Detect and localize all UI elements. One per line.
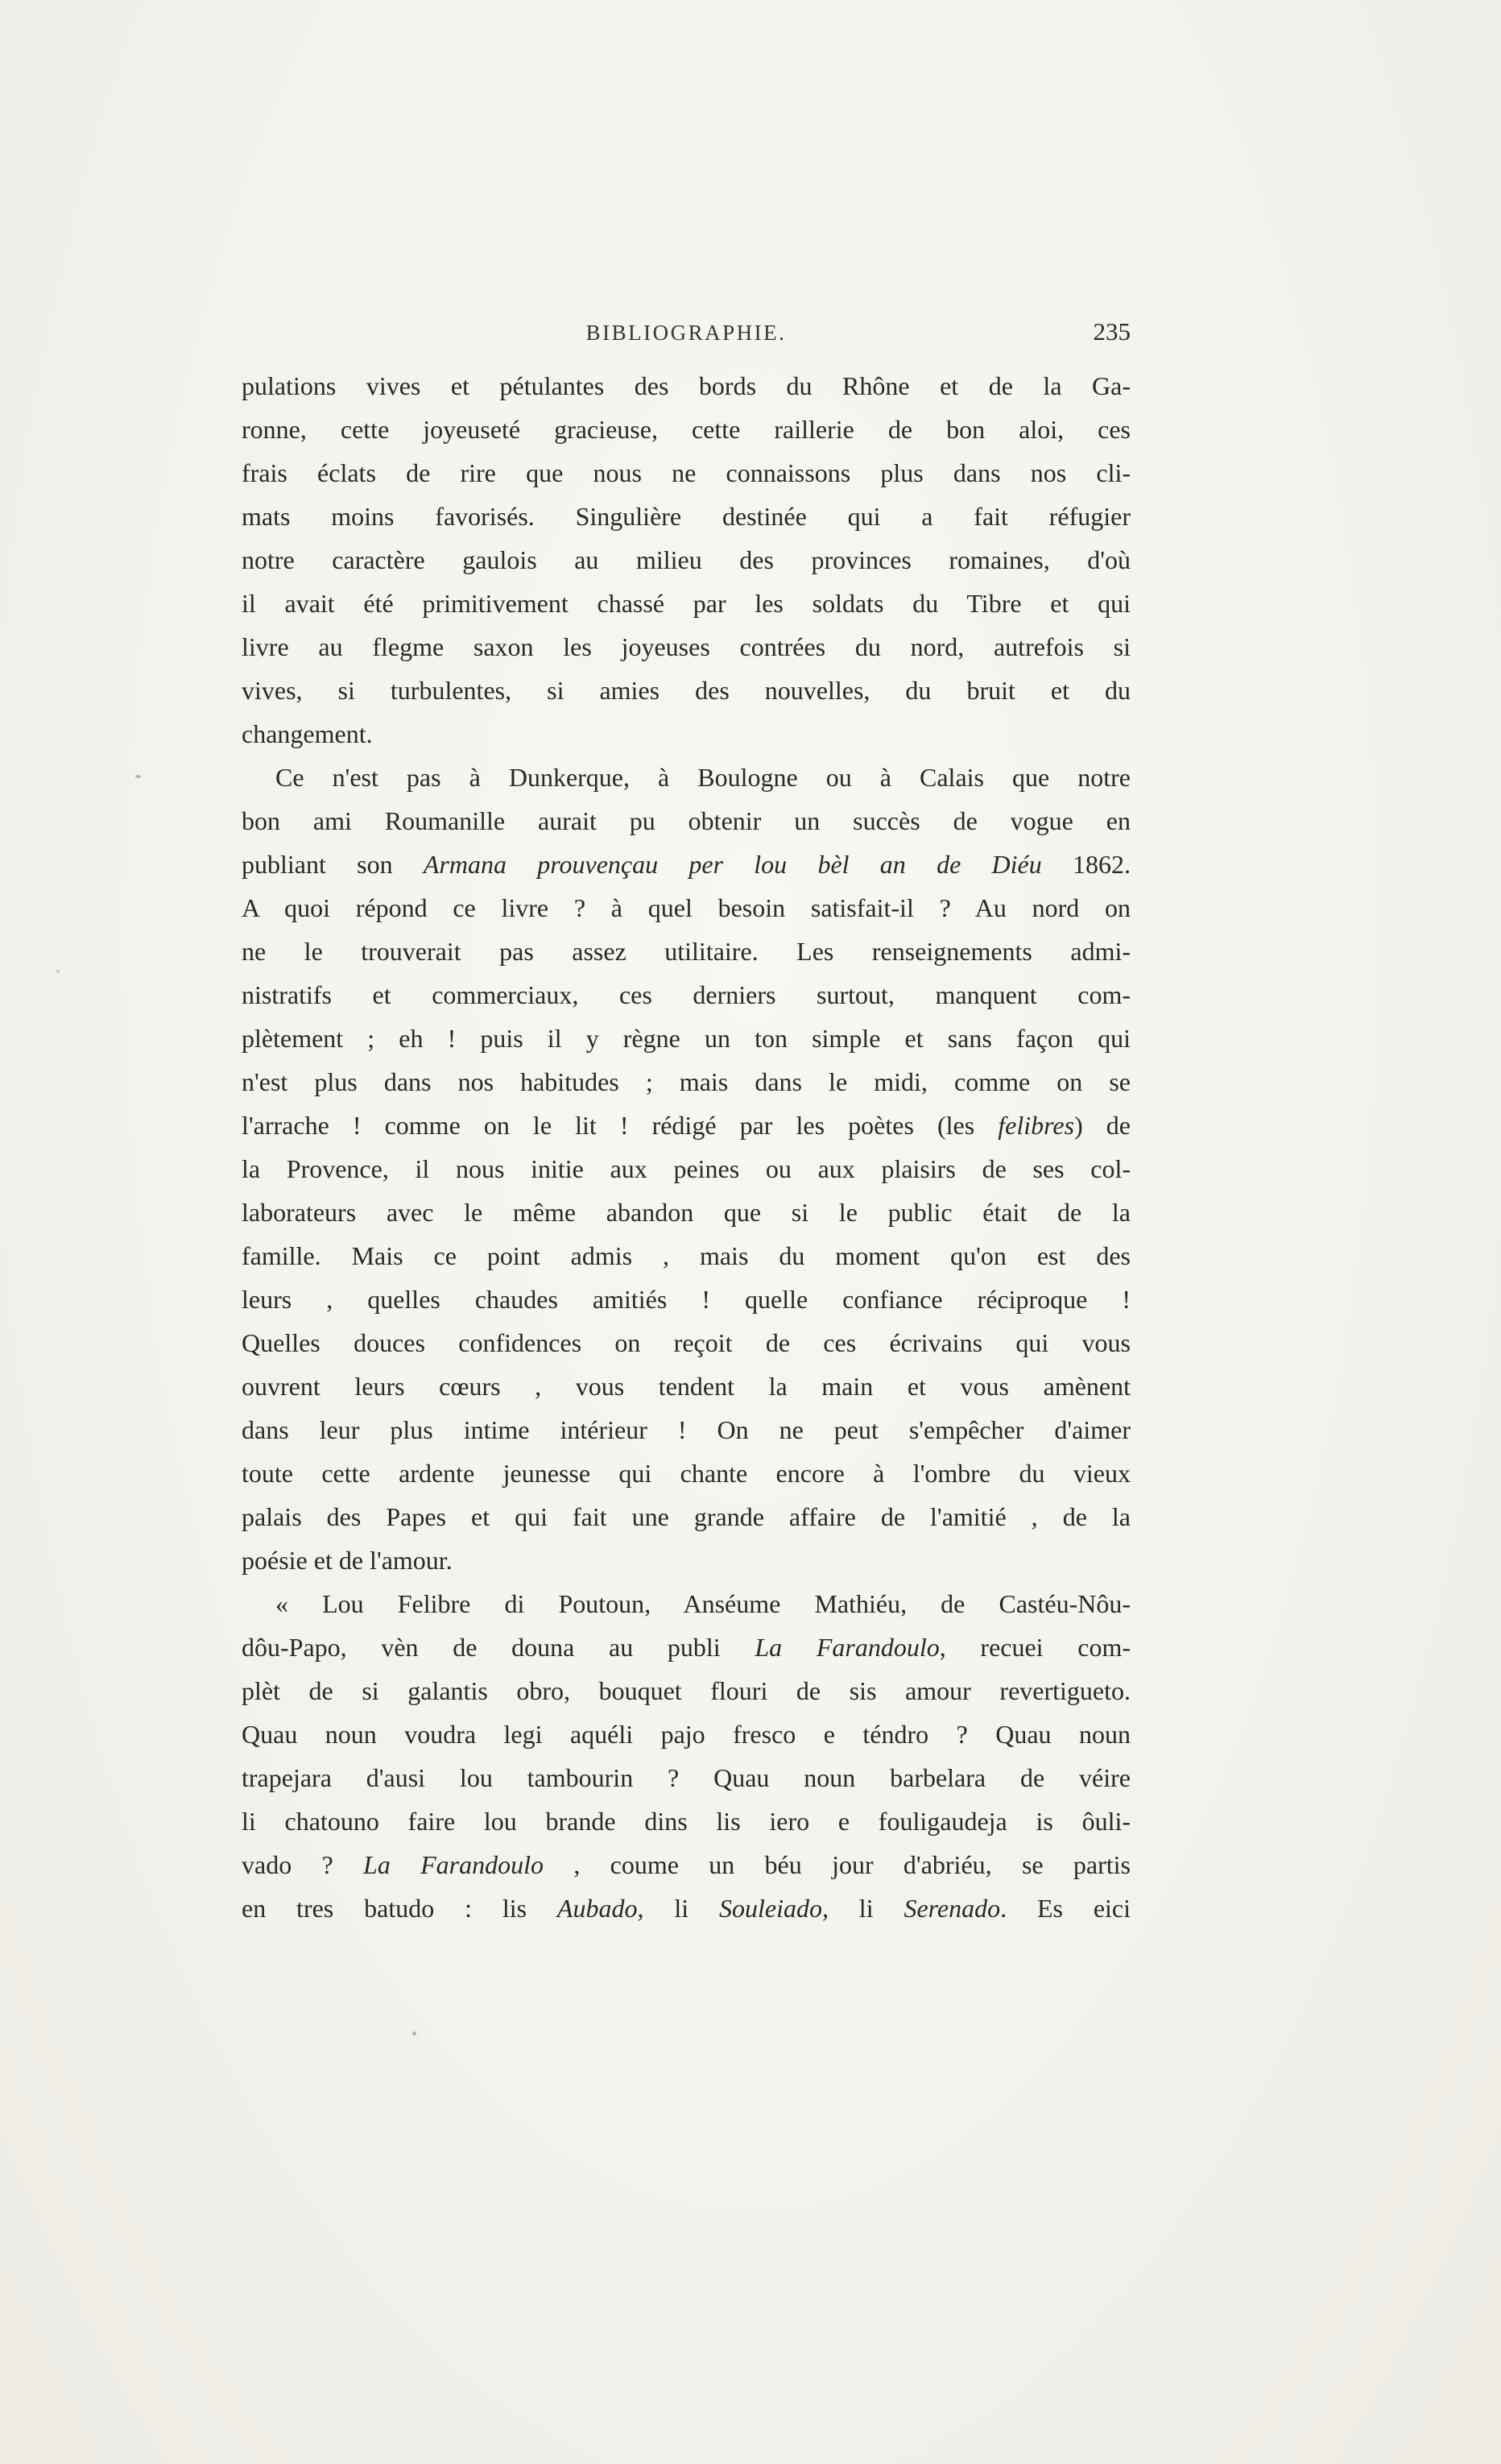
text-line	[242, 1799, 1131, 1843]
text-line	[242, 1712, 1131, 1756]
text-line	[242, 1843, 1131, 1886]
italic-text-segment: Aubado	[556, 1894, 638, 1923]
text-segment: toute cette ardente jeunesse qui chante encore à l'ombre du vieux	[242, 1459, 1131, 1488]
text-line	[242, 886, 1131, 930]
text-segment: dôu-Papo, vèn de douna au publi	[242, 1633, 755, 1662]
text-segment: trapejara d'ausi lou tambourin ? Quau noun barbelara de véire	[242, 1763, 1131, 1792]
text-segment: ronne, cette joyeuseté gracieuse, cette raillerie de bon aloi, ces	[242, 415, 1131, 444]
text-segment: plètement ; eh ! puis il y règne un ton simple et sans façon qui	[242, 1024, 1131, 1053]
text-segment: livre au flegme saxon les joyeuses contrées du nord, autrefois si	[242, 632, 1131, 661]
text-line	[242, 1886, 1131, 1930]
text-segment: , li	[637, 1894, 719, 1923]
text-line	[242, 712, 1131, 756]
text-line	[242, 756, 1131, 799]
text-segment: l'arrache ! comme on le lit ! rédigé par les poètes (les	[242, 1111, 999, 1140]
text-segment: . Es eici	[1000, 1894, 1131, 1923]
text-segment: dans leur plus intime intérieur ! On ne peut s'empêcher d'aimer	[242, 1415, 1131, 1444]
text-line	[242, 1104, 1131, 1147]
text-line	[242, 843, 1131, 886]
text-line	[242, 1756, 1131, 1799]
text-segment: notre caractère gaulois au milieu des provinces romaines, d'où	[242, 545, 1131, 574]
italic-text-segment: La Farandoulo	[363, 1850, 544, 1879]
text-segment: , li	[821, 1894, 904, 1923]
text-segment: vado ?	[242, 1850, 364, 1879]
text-segment: ) de	[1074, 1111, 1131, 1140]
text-line	[242, 1017, 1131, 1060]
text-segment: , coume un béu jour d'abriéu, se partis	[544, 1850, 1131, 1879]
text-segment: bon ami Roumanille aurait pu obtenir un succès de vogue en	[242, 806, 1131, 835]
paragraph	[242, 756, 1131, 1582]
text-line	[242, 1365, 1131, 1408]
text-segment: li chatouno faire lou brande dins lis iero e fouligaudeja is ôuli-	[242, 1807, 1131, 1836]
italic-text-segment: Armana prouvençau per lou bèl an de Diéu	[423, 850, 1042, 879]
text-segment: publiant son	[242, 850, 424, 879]
text-line	[242, 451, 1131, 495]
text-line	[242, 625, 1131, 669]
scan-speck	[412, 2031, 416, 2035]
text-line	[242, 1451, 1131, 1495]
text-segment: A quoi répond ce livre ? à quel besoin satisfait-il ? Au nord on	[242, 893, 1131, 922]
text-segment: en tres batudo : lis	[242, 1894, 557, 1923]
text-segment: frais éclats de rire que nous ne connaissons plus dans nos cli-	[242, 458, 1131, 487]
italic-text-segment: Souleiado	[718, 1894, 822, 1923]
text-segment: mats moins favorisés. Singulière destinée qui a fait réfugier	[242, 502, 1131, 531]
text-segment: famille. Mais ce point admis , mais du moment qu'on est des	[242, 1241, 1131, 1270]
text-segment: laborateurs avec le même abandon que si le public était de la	[242, 1198, 1131, 1227]
text-segment: , recuei com-	[939, 1633, 1131, 1662]
text-line	[242, 582, 1131, 625]
text-segment: ne le trouverait pas assez utilitaire. Les renseignements admi-	[242, 937, 1131, 966]
text-segment: la Provence, il nous initie aux peines ou aux plaisirs de ses col-	[242, 1154, 1131, 1183]
text-segment: leurs , quelles chaudes amitiés ! quelle confiance réciproque !	[242, 1285, 1131, 1314]
text-segment: Ce n'est pas à Dunkerque, à Boulogne ou à Calais que notre	[275, 763, 1131, 792]
text-line	[242, 1669, 1131, 1712]
text-line	[242, 408, 1131, 451]
text-line	[242, 1538, 1131, 1582]
text-segment: vives, si turbulentes, si amies des nouvelles, du bruit et du	[242, 676, 1131, 705]
text-line	[242, 973, 1131, 1017]
text-block	[242, 364, 1131, 1930]
text-segment: pulations vives et pétulantes des bords du Rhône et de la Ga-	[242, 371, 1131, 400]
text-segment: n'est plus dans nos habitudes ; mais dans le midi, comme on se	[242, 1067, 1131, 1096]
italic-text-segment: felibres	[998, 1111, 1075, 1140]
text-segment: Quelles douces confidences on reçoit de ces écrivains qui vous	[242, 1328, 1131, 1357]
text-segment: « Lou Felibre di Poutoun, Anséume Mathiéu, de Castéu-Nôu-	[275, 1589, 1131, 1618]
paragraph	[242, 364, 1131, 756]
text-line	[242, 1495, 1131, 1538]
text-line	[242, 1321, 1131, 1365]
text-segment: Quau noun voudra legi aquéli pajo fresco e téndro ? Quau noun	[242, 1720, 1131, 1749]
italic-text-segment: La Farandoulo	[755, 1633, 940, 1662]
text-line	[242, 1191, 1131, 1234]
text-line	[242, 1060, 1131, 1104]
text-segment: changement.	[242, 719, 373, 748]
text-line	[242, 1625, 1131, 1669]
text-segment: nistratifs et commerciaux, ces derniers surtout, manquent com-	[242, 980, 1131, 1009]
text-line	[242, 538, 1131, 582]
text-line	[242, 1408, 1131, 1451]
paragraph	[242, 1582, 1131, 1930]
scan-speck	[56, 970, 60, 973]
running-head	[242, 317, 1131, 353]
text-line	[242, 495, 1131, 538]
text-line	[242, 930, 1131, 973]
text-line	[242, 799, 1131, 843]
scan-speck	[135, 775, 141, 778]
text-segment: ouvrent leurs cœurs , vous tendent la main et vous amènent	[242, 1372, 1131, 1401]
page-number: 235	[1093, 317, 1131, 346]
text-line	[242, 1582, 1131, 1625]
text-line	[242, 1278, 1131, 1321]
page-header-title: BIBLIOGRAPHIE.	[585, 321, 787, 345]
text-line	[242, 364, 1131, 408]
text-segment: il avait été primitivement chassé par les soldats du Tibre et qui	[242, 589, 1131, 618]
text-line	[242, 1147, 1131, 1191]
text-segment: plèt de si galantis obro, bouquet flouri de sis amour revertigueto.	[242, 1676, 1131, 1705]
text-segment: palais des Papes et qui fait une grande affaire de l'amitié , de la	[242, 1502, 1131, 1531]
text-segment: poésie et de l'amour.	[242, 1546, 453, 1575]
text-segment: 1862.	[1041, 850, 1131, 879]
text-line	[242, 1234, 1131, 1278]
text-line	[242, 669, 1131, 712]
italic-text-segment: Serenado	[903, 1894, 1001, 1923]
